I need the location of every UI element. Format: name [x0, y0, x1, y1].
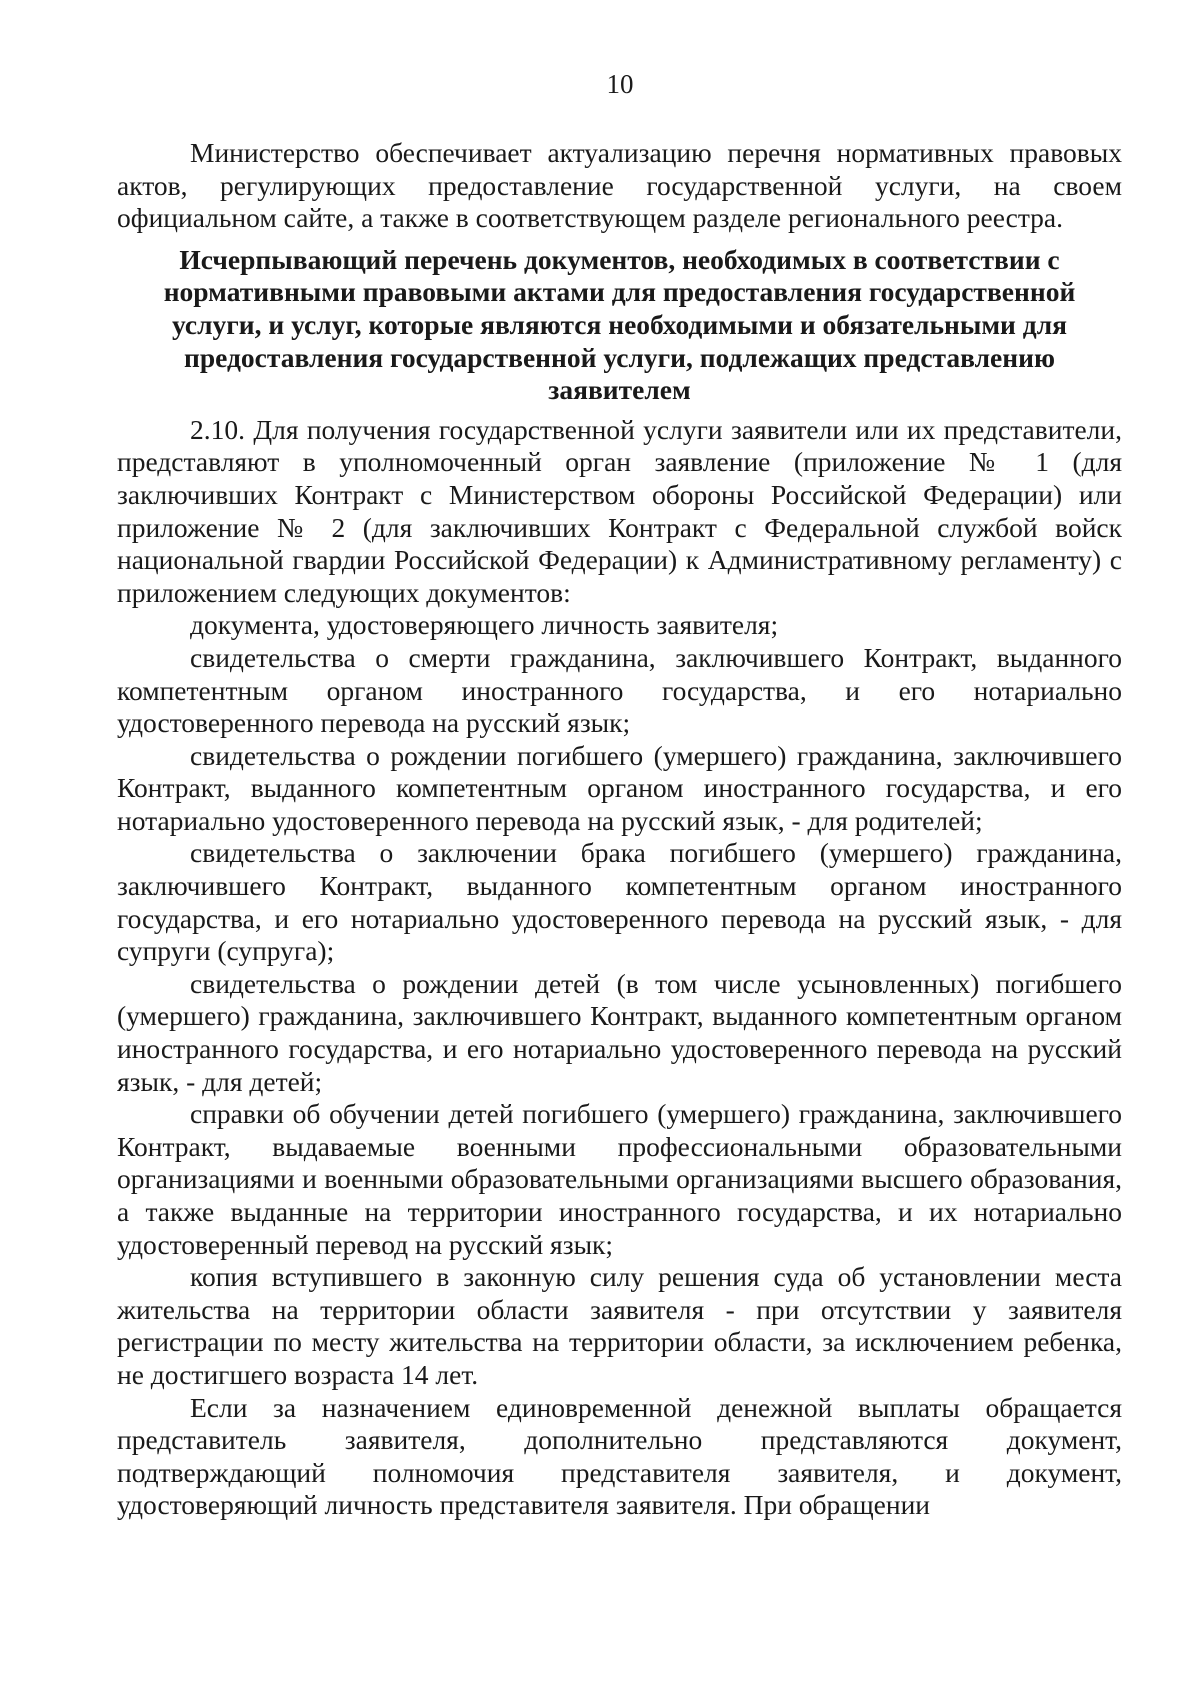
list-item-education-certificates: справки об обучении детей погибшего (умершего) гражданина, заключившего Контракт, выдаваемые военными профессиональными образовательными организациями и военными образовательными организациями высшего образования, а также выданные на территории иностранного государства, и их нотариально удостоверенный перевод на русский язык;	[117, 1098, 1122, 1260]
page-content	[117, 137, 1122, 1522]
section-heading: Исчерпывающий перечень документов, необходимых в соответствии с нормативными правовыми актами для предоставления государственной услуги, и услуг, которые являются необходимыми и обязательными для предоставления государственной услуги, подлежащих представлению заявителем	[163, 243, 1076, 406]
list-item-marriage-certificate: свидетельства о заключении брака погибшего (умершего) гражданина, заключившего Контракт, выданного компетентным органом иностранного государства, и его нотариально удостоверенного перевода на русский язык, - для супруги (супруга);	[117, 837, 1122, 967]
intro-paragraph: Министерство обеспечивает актуализацию перечня нормативных правовых актов, регулирующих предоставление государственной услуги, на своем официальном сайте, а также в соответствующем разделе регионального реестра.	[117, 137, 1122, 234]
list-item-identity-document: документа, удостоверяющего личность заявителя;	[190, 609, 779, 641]
list-item-court-decision-copy: копия вступившего в законную силу решения суда об установлении места жительства на территории области заявителя - при отсутствии у заявителя регистрации по месту жительства на территории области, за исключением ребенка, не достигшего возраста 14 лет.	[117, 1261, 1122, 1390]
list-item-death-certificate: свидетельства о смерти гражданина, заключившего Контракт, выданного компетентным органом иностранного государства, и его нотариально удостоверенного перевода на русский язык;	[117, 641, 1122, 739]
page-number: 10	[606, 69, 634, 99]
paragraph-2-10: 2.10. Для получения государственной услуги заявители или их представители, представляют в уполномоченный орган заявление (приложение № 1 (для заключивших Контракт с Министерством обороны Российской Федерации) или приложение № 2 (для заключивших Контракт с Федеральной службой войск национальной гвардии Российской Федерации) к Административному регламенту) с приложением следующих документов:	[117, 413, 1122, 608]
list-item-children-birth-certificates: свидетельства о рождении детей (в том числе усыновленных) погибшего (умершего) гражданина, заключившего Контракт, выданного компетентным органом иностранного государства, и его нотариально удостоверенного перевода на русский язык, - для детей;	[117, 967, 1122, 1097]
paragraph-representative: Если за назначением единовременной денежной выплаты обращается представитель заявителя, дополнительно представляются документ, подтверждающий полномочия представителя заявителя, и документ, удостоверяющий личность представителя заявителя. При обращении	[117, 1391, 1122, 1521]
list-item-birth-certificate-parents: свидетельства о рождении погибшего (умершего) гражданина, заключившего Контракт, выданного компетентным органом иностранного государства, и его нотариально удостоверенного перевода на русский язык, - для родителей;	[117, 739, 1122, 836]
